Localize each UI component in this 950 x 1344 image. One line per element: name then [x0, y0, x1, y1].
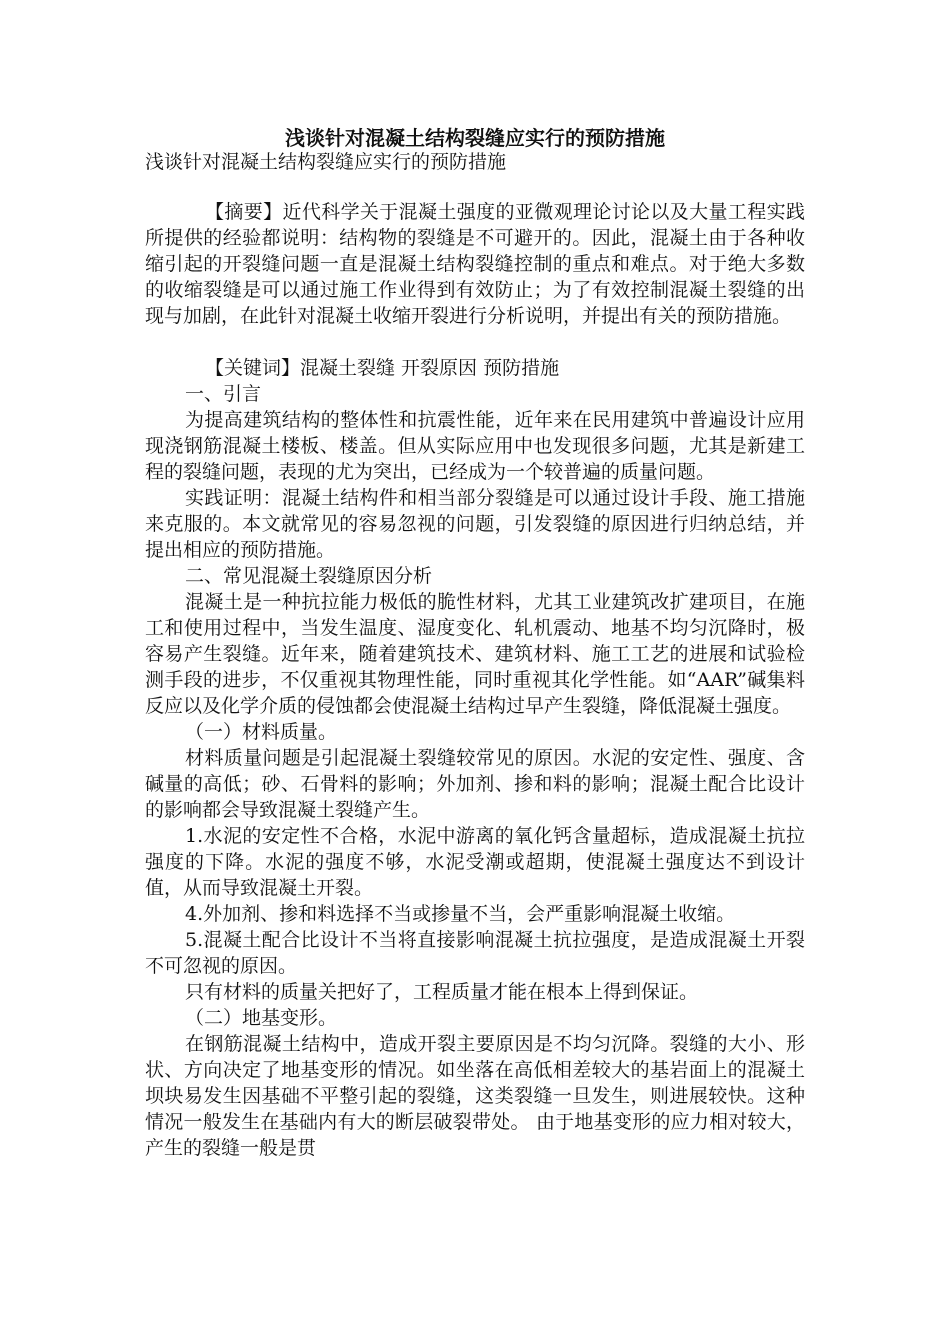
list-item-paragraph: 4.外加剂、掺和料选择不当或掺量不当，会严重影响混凝土收缩。: [185, 903, 736, 925]
body-paragraph: 在钢筋混凝土结构中，造成开裂主要原因是不均匀沉降。裂缝的大小、形状、方向决定了地基变形的情况。如坐落在高低相差较大的基岩面上的混凝土坝块易发生因基础不平整引起的裂缝，这类裂缝一旦发生，则进展较快。这种情况一般发生在基础内有大的断层破裂带处。 由于地基变形的应力相对较大，产生的裂缝一般是贯: [145, 1033, 805, 1159]
subsection-heading-materials: （一）材料质量。: [185, 721, 338, 743]
paragraph-spacer: [145, 329, 805, 355]
abstract-paragraph: 【摘要】近代科学关于混凝土强度的亚微观理论讨论以及大量工程实践所提供的经验都说明：结构物的裂缝是不可避开的。因此，混凝土由于各种收缩引起的开裂缝问题一直是混凝土结构裂缝控制的重点和难点。对于绝大多数的收缩裂缝是可以通过施工作业得到有效防止；为了有效控制混凝土裂缝的出现与加剧，在此针对混凝土收缩开裂进行分析说明，并提出有关的预防措施。: [145, 201, 805, 327]
body-paragraph: 为提高建筑结构的整体性和抗震性能，近年来在民用建筑中普遍设计应用现浇钢筋混凝土楼板、楼盖。但从实际应用中也发现很多问题，尤其是新建工程的裂缝问题，表现的尤为突出，已经成为一个较普遍的质量问题。: [145, 409, 805, 483]
keywords-line: 【关键词】混凝土裂缝 开裂原因 预防措施: [205, 357, 560, 379]
section-heading-introduction: 一、引言: [185, 383, 262, 405]
section-heading-causes: 二、常见混凝土裂缝原因分析: [185, 565, 433, 587]
subsection-heading-foundation: （二）地基变形。: [185, 1007, 338, 1029]
document-title: 浅谈针对混凝土结构裂缝应实行的预防措施: [285, 126, 665, 150]
body-paragraph: 只有材料的质量关把好了，工程质量才能在根本上得到保证。: [185, 981, 699, 1003]
list-item-paragraph: 1.水泥的安定性不合格，水泥中游离的氧化钙含量超标，造成混凝土抗拉强度的下降。水泥的强度不够，水泥受潮或超期，使混凝土强度达不到设计值，从而导致混凝土开裂。: [145, 825, 805, 899]
document-subtitle: 浅谈针对混凝土结构裂缝应实行的预防措施: [145, 151, 507, 173]
body-paragraph: 实践证明：混凝土结构件和相当部分裂缝是可以通过设计手段、施工措施来克服的。本文就常见的容易忽视的问题，引发裂缝的原因进行归纳总结，并提出相应的预防措施。: [145, 487, 805, 561]
list-item-paragraph: 5.混凝土配合比设计不当将直接影响混凝土抗拉强度，是造成混凝土开裂不可忽视的原因。: [145, 929, 805, 977]
body-paragraph: 材料质量问题是引起混凝土裂缝较常见的原因。水泥的安定性、强度、含碱量的高低；砂、石骨料的影响；外加剂、掺和料的影响；混凝土配合比设计的影响都会导致混凝土裂缝产生。: [145, 747, 805, 821]
document-body: [145, 199, 805, 1161]
body-paragraph: 混凝土是一种抗拉能力极低的脆性材料，尤其工业建筑改扩建项目，在施工和使用过程中，当发生温度、湿度变化、轧机震动、地基不均匀沉降时，极容易产生裂缝。近年来，随着建筑技术、建筑材料、施工工艺的进展和试验检测手段的进步，不仅重视其物理性能，同时重视其化学性能。如“AAR”碱集料反应以及化学介质的侵蚀都会使混凝土结构过早产生裂缝，降低混凝土强度。: [145, 591, 805, 717]
